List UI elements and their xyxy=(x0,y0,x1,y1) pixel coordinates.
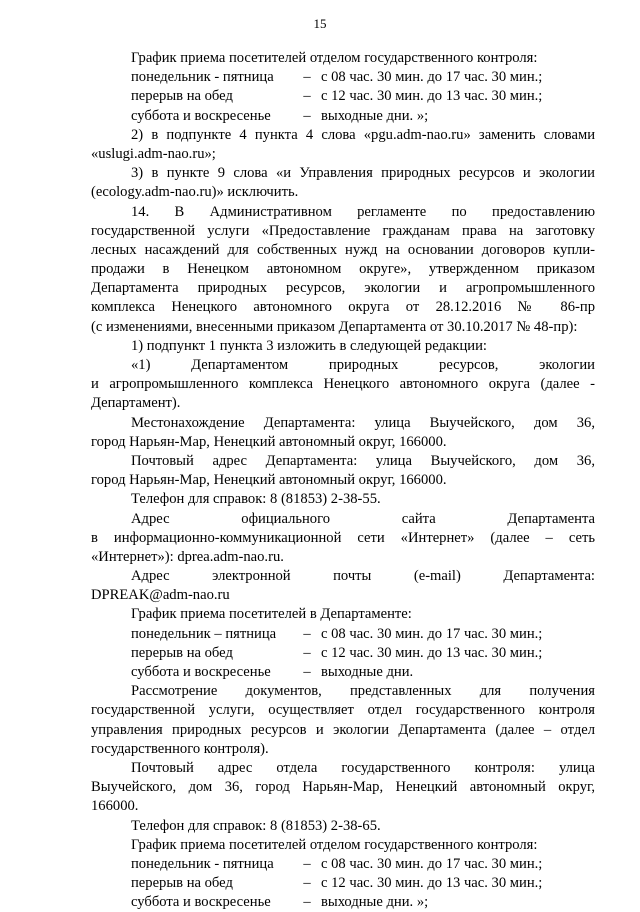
text-line: «1) Департаментом природных ресурсов, экологии xyxy=(131,357,595,373)
text-line: «Интернет»): dprea.adm-nao.ru. xyxy=(91,548,284,565)
text-line: Департамента природных ресурсов, экологии и агропромышленного xyxy=(91,280,595,297)
schedule-row xyxy=(91,644,595,663)
schedule-day: перерыв на обед xyxy=(131,88,233,105)
schedule-dash: – xyxy=(303,69,311,86)
schedule-row xyxy=(91,874,595,893)
text-line: и агропромышленного комплекса Ненецкого автономного округа (далее - xyxy=(91,376,595,393)
text-line: (с изменениями, внесенными приказом Департамента от 30.10.2017 № 48-пр): xyxy=(91,318,578,335)
text-line: 2) в подпункте 4 пункта 4 слова «pgu.adm-nao.ru» заменить словами xyxy=(131,126,595,143)
schedule-dash: – xyxy=(303,625,311,642)
text-line: государственного контроля). xyxy=(91,740,269,757)
schedule-day: суббота и воскресенье xyxy=(131,664,271,680)
text-line: государственной услуги «Предоставление гражданам права на заготовку xyxy=(91,222,595,239)
schedule-day: понедельник - пятница xyxy=(131,855,274,872)
text-line: город Нарьян-Мар, Ненецкий автономный округ, 166000. xyxy=(91,472,447,489)
text-line: Почтовый адрес Департамента: улица Выучейского, дом 36, xyxy=(131,452,595,469)
text-line: 1) подпункт 1 пункта 3 изложить в следующей редакции: xyxy=(131,337,487,354)
schedule-time: выходные дни. »; xyxy=(321,107,429,124)
text-line: (ecology.adm-nao.ru)» исключить. xyxy=(91,184,299,201)
schedule-dash: – xyxy=(303,88,311,105)
schedule-row xyxy=(91,87,595,106)
schedule-row xyxy=(91,625,595,644)
text-line: «uslugi.adm-nao.ru»; xyxy=(91,145,216,162)
text-line: комплекса Ненецкого автономного округа от 28.12.2016 № 86-пр xyxy=(91,299,595,316)
schedule-row xyxy=(91,663,595,682)
schedule-day: перерыв на обед xyxy=(131,644,233,661)
schedule-dash: – xyxy=(303,644,311,661)
schedule-dash: – xyxy=(303,664,311,680)
schedule-row xyxy=(91,893,595,912)
text-line: DPREAK@adm-nao.ru xyxy=(91,587,230,604)
text-line: Почтовый адрес отдела государственного контроля: улица xyxy=(131,759,595,776)
text-line: государственной услуги, осуществляет отдел государственного контроля xyxy=(91,702,595,719)
text-line: График приема посетителей отделом государственного контроля: xyxy=(131,836,538,853)
schedule-time: с 08 час. 30 мин. до 17 час. 30 мин.; xyxy=(321,69,543,86)
schedule-row xyxy=(91,107,595,126)
text-line: лесных насаждений для собственных нужд на основании договоров купли- xyxy=(91,241,595,258)
schedule-day: перерыв на обед xyxy=(131,875,233,892)
text-line: График приема посетителей отделом государственного контроля: xyxy=(131,50,538,66)
text-line: 166000. xyxy=(91,798,139,815)
text-line: в информационно-коммуникационной сети «Интернет» (далее – сеть xyxy=(91,529,595,546)
schedule-time: с 12 час. 30 мин. до 13 час. 30 мин.; xyxy=(321,875,543,892)
text-line: Рассмотрение документов, представленных для получения xyxy=(131,683,595,700)
text-line: Выучейского, дом 36, город Нарьян-Мар, Ненецкий автономный округ, xyxy=(91,779,595,796)
text-line: Телефон для справок: 8 (81853) 2-38-55. xyxy=(131,491,381,508)
document-body xyxy=(91,49,595,912)
text-line: График приема посетителей в Департаменте: xyxy=(131,606,412,623)
schedule-time: с 12 час. 30 мин. до 13 час. 30 мин.; xyxy=(321,88,543,105)
text-line: управления природных ресурсов и экологии Департамента (далее – отдел xyxy=(91,721,595,738)
schedule-day: понедельник – пятница xyxy=(131,625,277,642)
page-number: 15 xyxy=(313,16,327,31)
schedule-day: суббота и воскресенье xyxy=(131,107,271,124)
schedule-time: с 08 час. 30 мин. до 17 час. 30 мин.; xyxy=(321,625,543,642)
text-line: Адрес электронной почты (e-mail) Департамента: xyxy=(131,568,595,585)
text-line: Адрес официального сайта Департамента xyxy=(131,510,595,527)
schedule-row xyxy=(91,68,595,87)
schedule-dash: – xyxy=(303,107,311,124)
text-line: продажи в Ненецком автономном округе», утвержденном приказом xyxy=(91,261,595,278)
text-line: 14. В Административном регламенте по предоставлению xyxy=(131,203,595,220)
text-line: Телефон для справок: 8 (81853) 2-38-65. xyxy=(131,817,381,834)
schedule-day: суббота и воскресенье xyxy=(131,894,271,911)
text-line: город Нарьян-Мар, Ненецкий автономный округ, 166000. xyxy=(91,433,447,450)
schedule-time: выходные дни. xyxy=(321,664,414,680)
schedule-time: с 08 час. 30 мин. до 17 час. 30 мин.; xyxy=(321,855,543,872)
text-line: Местонахождение Департамента: улица Выучейского, дом 36, xyxy=(131,414,595,431)
schedule-dash: – xyxy=(303,894,311,911)
schedule-time: выходные дни. »; xyxy=(321,894,429,911)
text-line: 3) в пункте 9 слова «и Управления природных ресурсов и экологии xyxy=(131,165,595,182)
schedule-dash: – xyxy=(303,855,311,872)
schedule-dash: – xyxy=(303,875,311,892)
text-line: Департамент). xyxy=(91,395,181,412)
schedule-time: с 12 час. 30 мин. до 13 час. 30 мин.; xyxy=(321,644,543,661)
schedule-row xyxy=(91,855,595,874)
schedule-day: понедельник - пятница xyxy=(131,69,274,86)
